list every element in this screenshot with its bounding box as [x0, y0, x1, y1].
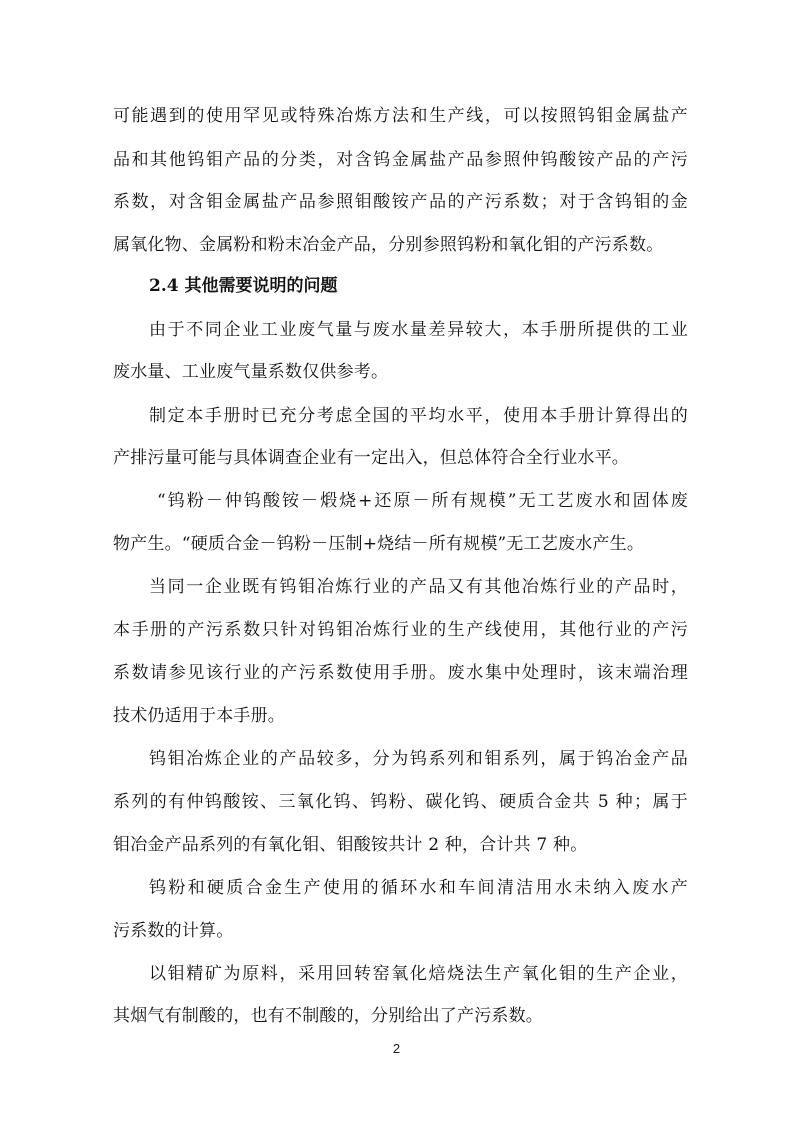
paragraph-7-line-1: 钨粉和硬质合金生产使用的循环水和车间清洁用水未纳入废水产	[149, 878, 688, 898]
paragraph-8-line-1: 以钼精矿为原料，采用回转窑氧化焙烧法生产氧化钼的生产企业，	[149, 964, 688, 984]
paragraph-7-line-2: 污系数的计算。	[113, 921, 234, 941]
paragraph-8-line-2: 其烟气有制酸的，也有不制酸的，分别给出了产污系数。	[113, 1006, 543, 1026]
paragraph-2-line-2: 废水量、工业废气量系数仅供参考。	[113, 362, 389, 382]
paragraph-1-line-4: 属氧化物、金属粉和粉末冶金产品，分别参照钨粉和氧化钼的产污系数。	[113, 235, 664, 255]
paragraph-5-line-3: 系数请参见该行业的产污系数使用手册。废水集中处理时，该末端治理	[113, 663, 688, 683]
paragraph-4-line-2: 物产生。“硬质合金－钨粉－压制+烧结－所有规模”无工艺废水产生。	[113, 534, 645, 554]
paragraph-5-line-2: 本手册的产污系数只针对钨钼冶炼行业的生产线使用，其他行业的产污	[113, 620, 688, 640]
paragraph-2-line-1: 由于不同企业工业废气量与废水量差异较大，本手册所提供的工业	[149, 320, 688, 340]
paragraph-4-line-1: “钨粉－仲钨酸铵－煅烧+还原－所有规模”无工艺废水和固体废	[157, 491, 688, 511]
paragraph-6-line-3: 钼冶金产品系列的有氧化钼、钼酸铵共计 2 种，合计共 7 种。	[113, 835, 588, 855]
paragraph-1-line-2: 品和其他钨钼产品的分类，对含钨金属盐产品参照仲钨酸铵产品的产污	[113, 150, 688, 170]
paragraph-5-line-4: 技术仍适用于本手册。	[113, 706, 285, 726]
paragraph-5-line-1: 当同一企业既有钨钼冶炼行业的产品又有其他冶炼行业的产品时，	[149, 577, 688, 597]
paragraph-6-line-2: 系列的有仲钨酸铵、三氧化钨、钨粉、碳化钨、硬质合金共 5 种；属于	[113, 792, 688, 812]
paragraph-3-line-1: 制定本手册时已充分考虑全国的平均水平，使用本手册计算得出的	[149, 406, 688, 426]
paragraph-3-line-2: 产排污量可能与具体调查企业有一定出入，但总体符合全行业水平。	[113, 448, 629, 468]
paragraph-1-line-1: 可能遇到的使用罕见或特殊冶炼方法和生产线，可以按照钨钼金属盐产	[113, 106, 688, 126]
paragraph-1-line-3: 系数，对含钼金属盐产品参照钼酸铵产品的产污系数；对于含钨钼的金	[113, 192, 688, 212]
section-heading: 2.4 其他需要说明的问题	[149, 276, 338, 296]
paragraph-6-line-1: 钨钼冶炼企业的产品较多，分为钨系列和钼系列，属于钨冶金产品	[149, 749, 688, 769]
page-number: 2	[392, 1041, 401, 1056]
